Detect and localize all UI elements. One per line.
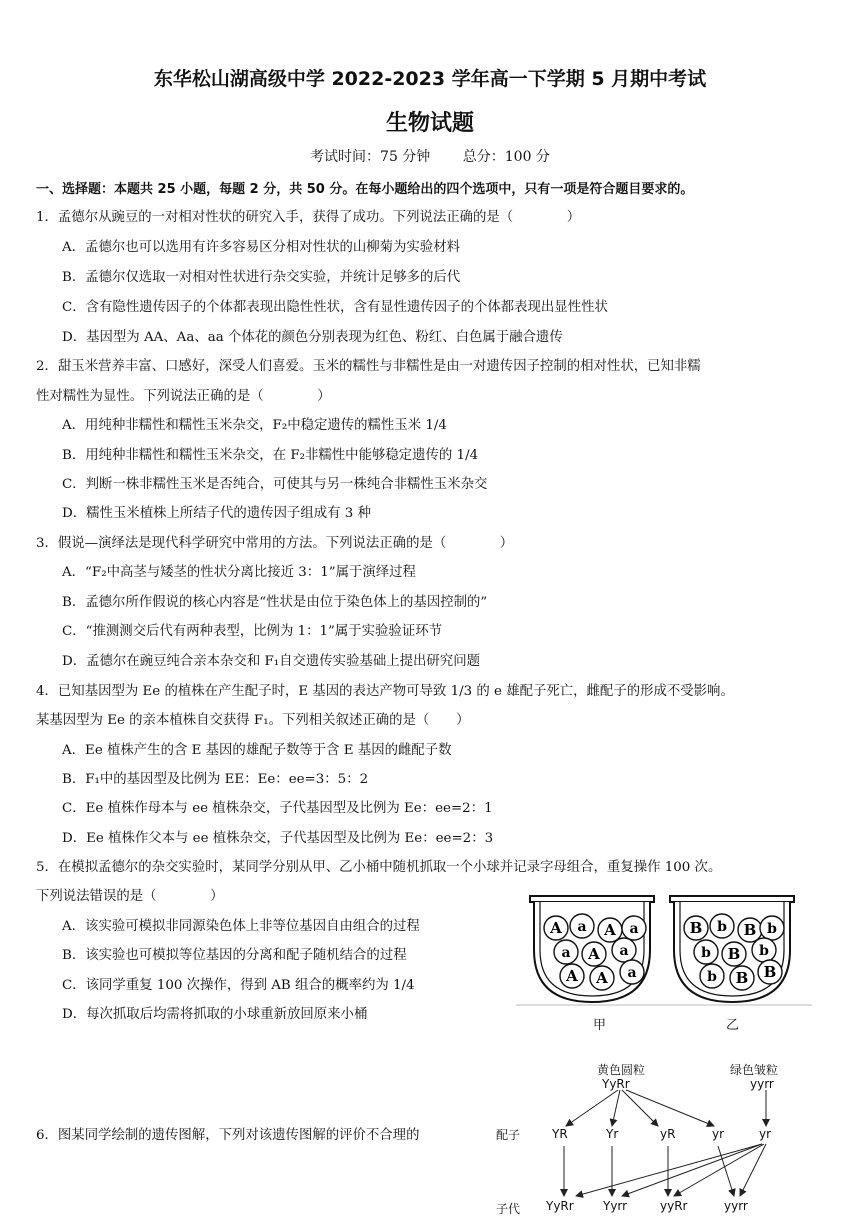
q1-stem: 1．孟德尔从豌豆的一对相对性状的研究入手，获得了成功。下列说法正确的是（ ） bbox=[36, 210, 581, 225]
q5-option-c: C．该同学重复 100 次操作，得到 AB 组合的概率约为 1/4 bbox=[62, 978, 415, 993]
yi-ball-label-3: B bbox=[743, 921, 757, 939]
q5-stem-line2: 下列说法错误的是（ ） bbox=[36, 889, 224, 904]
gamete-5: yr bbox=[759, 1127, 772, 1141]
yi-ball-label-9: B bbox=[735, 969, 749, 987]
q3-option-d: D．孟德尔在豌豆纯合亲本杂交和 F₁自交遗传实验基础上提出研究问题 bbox=[62, 654, 480, 669]
subject-title: 生物试题 bbox=[385, 111, 474, 136]
q2-stem-line1: 2．甜玉米营养丰富、口感好，深受人们喜爱。玉米的糯性与非糯性是由一对遗传因子控制的相对性状，已知非糯 bbox=[36, 359, 701, 374]
q5-option-b: B．该实验也可模拟等位基因的分离和配子随机结合的过程 bbox=[62, 948, 407, 963]
jia-ball-label-6: A bbox=[588, 945, 600, 963]
offspring-1: YyRr bbox=[546, 1199, 574, 1213]
q4-option-a: A．Ee 植株产生的含 E 基因的雄配子数等于含 E 基因的雌配子数 bbox=[62, 743, 452, 758]
offspring-4: yyrr bbox=[724, 1199, 748, 1213]
parent2-genotype: yyrr bbox=[750, 1077, 774, 1091]
section-heading: 一、选择题：本题共 25 小题，每题 2 分，共 50 分。在每小题给出的四个选项中，只有一项是符合题目要求的。 bbox=[36, 182, 694, 197]
q1-option-c: C．含有隐性遗传因子的个体都表现出隐性性状，含有显性遗传因子的个体都表现出显性性状 bbox=[62, 300, 608, 315]
bucket-yi-label: 乙 bbox=[726, 1018, 740, 1033]
exam-title: 东华松山湖高级中学 2022-2023 学年高一下学期 5 月期中考试 bbox=[153, 68, 707, 90]
gamete-3: yR bbox=[660, 1127, 676, 1141]
gamete-4: yr bbox=[712, 1127, 725, 1141]
bucket-jia-label: 甲 bbox=[593, 1018, 607, 1033]
q5-stem-line1: 5．在模拟孟德尔的杂交实验时，某同学分别从甲、乙小桶中随机抓取一个小球并记录字母组合，重复操作 100 次。 bbox=[36, 860, 722, 875]
q3-option-c: C．“推测测交后代有两种表型，比例为 1：1”属于实验验证环节 bbox=[62, 624, 442, 639]
q1-option-b: B．孟德尔仅选取一对相对性状进行杂交实验，并统计足够多的后代 bbox=[62, 270, 461, 285]
q4-option-d: D．Ee 植株作父本与 ee 植株杂交，子代基因型及比例为 Ee：ee=2：3 bbox=[62, 831, 494, 846]
q3-option-b: B．孟德尔所作假说的核心内容是“性状是由位于染色体上的基因控制的” bbox=[62, 595, 488, 610]
exam-meta bbox=[0, 146, 860, 166]
offspring-2: Yyrr bbox=[603, 1199, 628, 1213]
yi-ball-label-2: b bbox=[717, 919, 727, 935]
q4-stem-line1: 4．已知基因型为 Ee 的植株在产生配子时，E 基因的表达产物可导致 1/3 的 e 雄配子死亡，雌配子的形成不受影响。 bbox=[36, 684, 734, 699]
yi-ball-label-1: B bbox=[689, 919, 703, 937]
yi-ball-label-10: B bbox=[763, 963, 777, 981]
bucket-figure bbox=[516, 890, 816, 1040]
parent1-genotype: YyRr bbox=[602, 1077, 630, 1091]
yi-ball-label-8: b bbox=[707, 969, 717, 985]
jia-ball-label-7: a bbox=[619, 943, 629, 959]
gamete-arrows bbox=[566, 1090, 766, 1126]
parent2-phenotype: 绿色皱粒 bbox=[730, 1063, 779, 1077]
exam-score: 总分：100 分 bbox=[462, 149, 550, 165]
yi-ball-label-5: b bbox=[701, 945, 711, 961]
yi-ball-label-4: b bbox=[767, 921, 777, 937]
offspring-row-label: 子代 bbox=[496, 1202, 521, 1216]
q1-option-a: A．孟德尔也可以选用有许多容易区分相对性状的山柳菊为实验材料 bbox=[62, 240, 460, 255]
jia-ball-label-4: a bbox=[629, 921, 639, 937]
q2-stem-line2: 性对糯性为显性。下列说法正确的是（ ） bbox=[36, 389, 331, 404]
jia-ball-label-10: a bbox=[627, 965, 637, 981]
q4-option-c: C．Ee 植株作母本与 ee 植株杂交，子代基因型及比例为 Ee：ee=2：1 bbox=[62, 801, 493, 816]
q2-option-a: A．用纯种非糯性和糯性玉米杂交，F₂中稳定遗传的糯性玉米 1/4 bbox=[62, 418, 447, 433]
q6-stem: 6．图某同学绘制的遗传图解，下列对该遗传图解的评价不合理的 bbox=[36, 1128, 420, 1143]
q2-option-c: C．判断一株非糯性玉米是否纯合，可使其与另一株纯合非糯性玉米杂交 bbox=[62, 477, 488, 492]
offspring-arrows bbox=[564, 1144, 766, 1196]
q4-stem-line2: 某基因型为 Ee 的亲本植株自交获得 F₁。下列相关叙述正确的是（ ） bbox=[36, 713, 470, 728]
q5-option-a: A．该实验可模拟非同源染色体上非等位基因自由组合的过程 bbox=[62, 919, 420, 934]
jia-ball-label-1: A bbox=[550, 919, 562, 937]
q2-option-d: D．糯性玉米植株上所结子代的遗传因子组成有 3 种 bbox=[62, 506, 371, 521]
yi-ball-label-7: b bbox=[759, 943, 769, 959]
q3-stem: 3．假说—演绎法是现代科学研究中常用的方法。下列说法正确的是（ ） bbox=[36, 536, 514, 551]
gamete-row-label: 配子 bbox=[496, 1128, 521, 1142]
gamete-2: Yr bbox=[606, 1127, 619, 1141]
jia-ball-label-5: a bbox=[561, 945, 571, 961]
exam-time: 考试时间：75 分钟 bbox=[310, 149, 431, 165]
jia-ball-label-3: A bbox=[604, 921, 616, 939]
gamete-1: YR bbox=[552, 1127, 568, 1141]
jia-ball-label-9: A bbox=[596, 969, 608, 987]
q1-option-d: D．基因型为 AA、Aa、aa 个体花的颜色分别表现为红色、粉红、白色属于融合遗传 bbox=[62, 330, 563, 345]
q5-option-d: D．每次抓取后均需将抓取的小球重新放回原来小桶 bbox=[62, 1007, 368, 1022]
yi-ball-label-6: B bbox=[727, 945, 741, 963]
jia-ball-label-2: a bbox=[577, 919, 587, 935]
jia-ball-label-8: A bbox=[566, 967, 578, 985]
offspring-3: yyRr bbox=[660, 1199, 688, 1213]
q4-option-b: B．F₁中的基因型及比例为 EE：Ee：ee=3：5：2 bbox=[62, 772, 369, 787]
q2-option-b: B．用纯种非糯性和糯性玉米杂交，在 F₂非糯性中能够稳定遗传的 1/4 bbox=[62, 448, 479, 463]
parent1-phenotype: 黄色圆粒 bbox=[597, 1063, 646, 1077]
q3-option-a: A．“F₂中高茎与矮茎的性状分离比接近 3：1”属于演绎过程 bbox=[62, 565, 416, 580]
